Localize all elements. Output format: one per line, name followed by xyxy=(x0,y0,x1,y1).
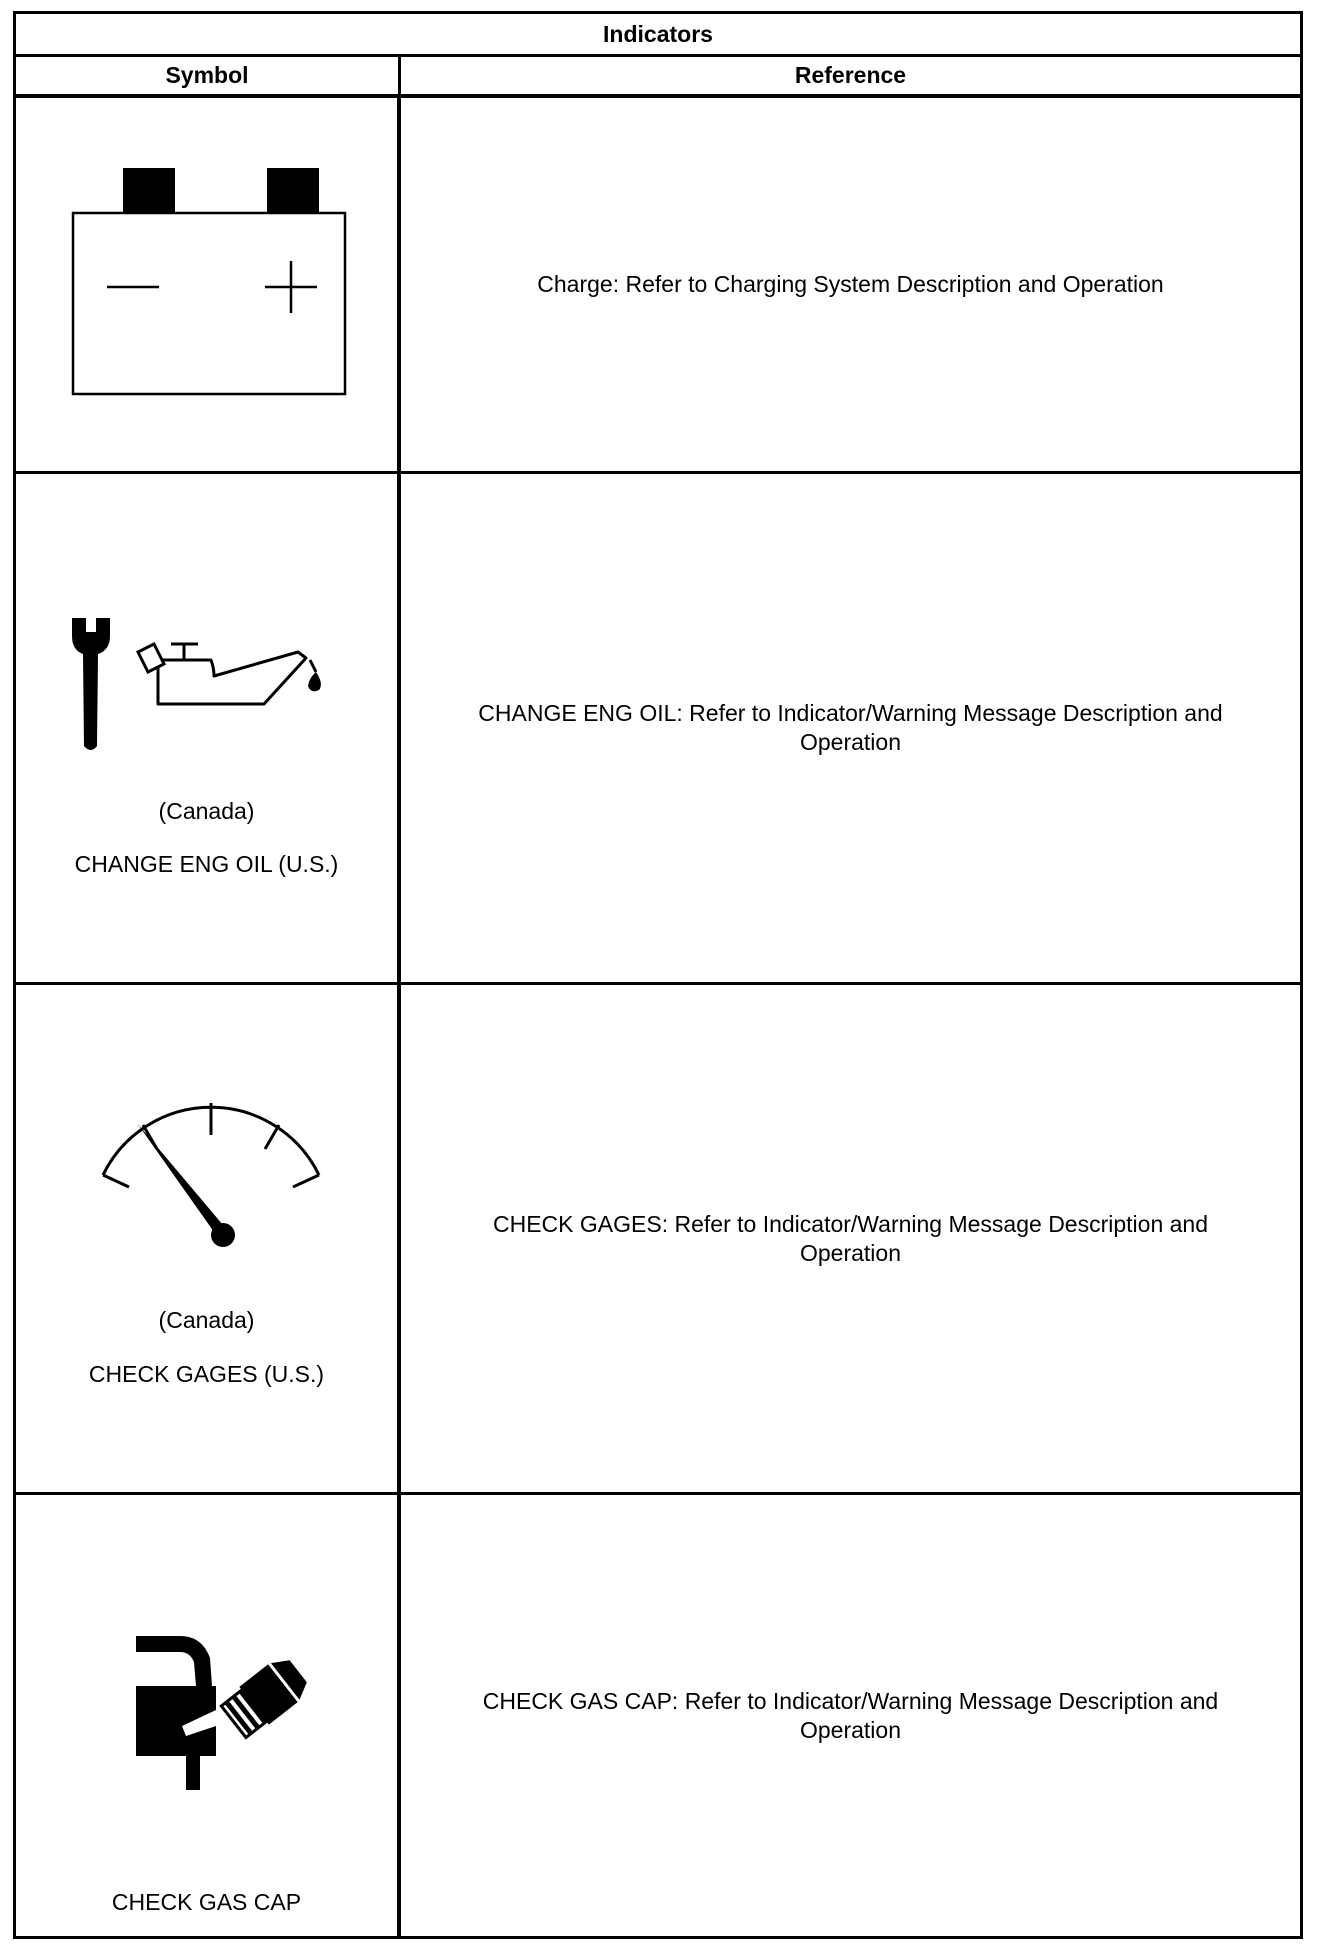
reference-column-header: Reference xyxy=(794,62,907,88)
symbol-caption: CHECK GAGES (U.S.) xyxy=(88,1361,325,1387)
indicators-table xyxy=(13,11,1303,1939)
symbol-column-header: Symbol xyxy=(16,57,401,94)
reference-text: CHECK GAGES: Refer to Indicator/Warning Message Description and Operation xyxy=(493,1210,1208,1266)
table-title: Indicators xyxy=(16,14,1300,57)
symbol-cell xyxy=(16,474,401,982)
table-row xyxy=(16,98,1300,474)
table-header-row xyxy=(16,57,1300,98)
symbol-cell xyxy=(16,98,401,471)
symbol-cell xyxy=(16,985,401,1492)
symbol-caption: (Canada) xyxy=(158,798,255,824)
wrench-oil-can-icon xyxy=(66,614,336,764)
gauge-icon xyxy=(91,1095,331,1265)
reference-text: Charge: Refer to Charging System Description and Operation xyxy=(537,271,1164,297)
symbol-caption: CHANGE ENG OIL (U.S.) xyxy=(74,851,339,877)
reference-text: CHANGE ENG OIL: Refer to Indicator/Warning Message Description and Operation xyxy=(478,700,1223,755)
table-row xyxy=(16,474,1300,985)
symbol-cell xyxy=(16,1495,401,1936)
symbol-caption: (Canada) xyxy=(158,1307,255,1333)
symbol-caption: CHECK GAS CAP xyxy=(111,1889,302,1915)
table-row xyxy=(16,1495,1300,1936)
reference-text: CHECK GAS CAP: Refer to Indicator/Warning Message Description and Operation xyxy=(482,1687,1219,1743)
fuel-cap-icon xyxy=(136,1630,336,1810)
battery-icon xyxy=(71,168,351,408)
table-row xyxy=(16,985,1300,1495)
